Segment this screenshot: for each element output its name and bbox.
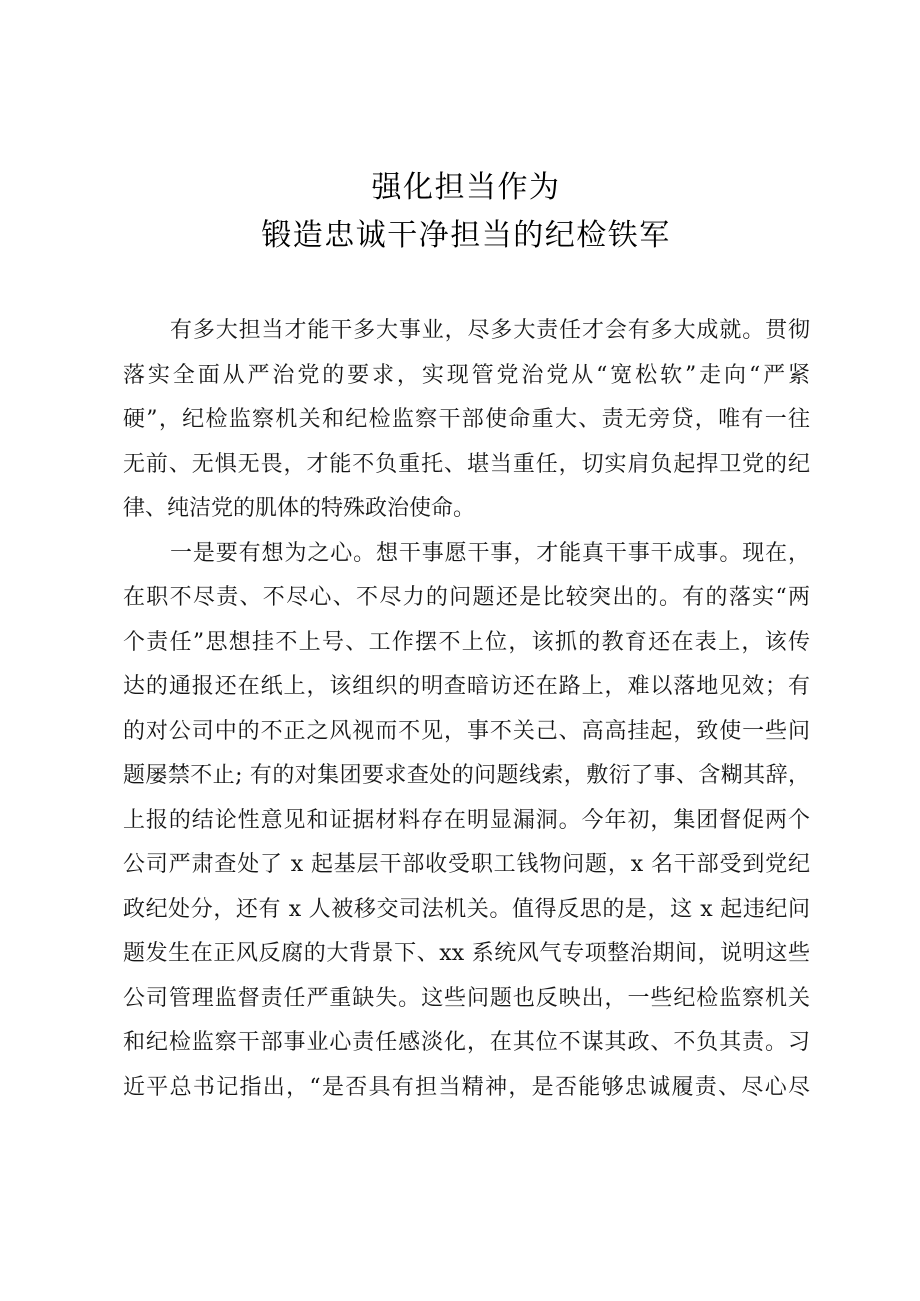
body-line: 落实全面从严治党的要求，实现管党治党从“宽松软”走向“严紧 [123,362,810,388]
body-line: 达的通报还在纸上，该组织的明查暗访还在路上，难以落地见效；有 [123,674,810,699]
body-line: 公司严肃查处了 x 起基层干部收受职工钱物问题，x 名干部受到党纪 [123,852,810,877]
body-line: 题发生在正风反腐的大背景下、xx 系统风气专项整治期间，说明这些 [123,941,810,966]
body-line: 题屡禁不止; 有的对集团要求查处的问题线索，敷衍了事、含糊其辞， [123,763,810,788]
document-body [123,309,810,1110]
paragraph-2 [123,532,810,1111]
body-line: 有多大担当才能干多大事业，尽多大责任才会有多大成就。贯彻 [170,318,810,343]
body-line: 律、纯洁党的肌体的特殊政治使命。 [123,496,476,521]
body-line: 在职不尽责、不尽心、不尽力的问题还是比较突出的。有的落实“两 [123,585,810,610]
document-title [0,164,920,260]
body-line: 政纪处分，还有 x 人被移交司法机关。值得反思的是，这 x 起违纪问 [123,896,810,922]
body-line: 公司管理监督责任严重缺失。这些问题也反映出，一些纪检监察机关 [123,985,810,1011]
title-line-1: 强化担当作为 [371,170,561,205]
body-line: 的对公司中的不正之风视而不见，事不关己、高高挂起，致使一些问 [123,718,810,744]
body-line: 无前、无惧无畏，才能不负重托、堪当重任，切实肩负起捍卫党的纪 [123,451,810,477]
paragraph-1 [123,309,810,532]
title-line-2: 锻造忠诚干净担当的纪检铁军 [261,218,671,253]
body-line: 一是要有想为之心。想干事愿干事，才能真干事干成事。现在， [170,540,810,566]
body-line: 和纪检监察干部事业心责任感淡化，在其位不谋其政、不负其责。习 [123,1030,810,1055]
body-line: 硬”，纪检监察机关和纪检监察干部使命重大、责无旁贷，唯有一往 [123,407,810,432]
body-line: 上报的结论性意见和证据材料存在明显漏洞。今年初，集团督促两个 [123,807,810,833]
body-line: 个责任”思想挂不上号、工作摆不上位，该抓的教育还在表上，该传 [123,629,810,655]
body-line: 近平总书记指出，“是否具有担当精神，是否能够忠诚履责、尽心尽 [123,1074,810,1100]
